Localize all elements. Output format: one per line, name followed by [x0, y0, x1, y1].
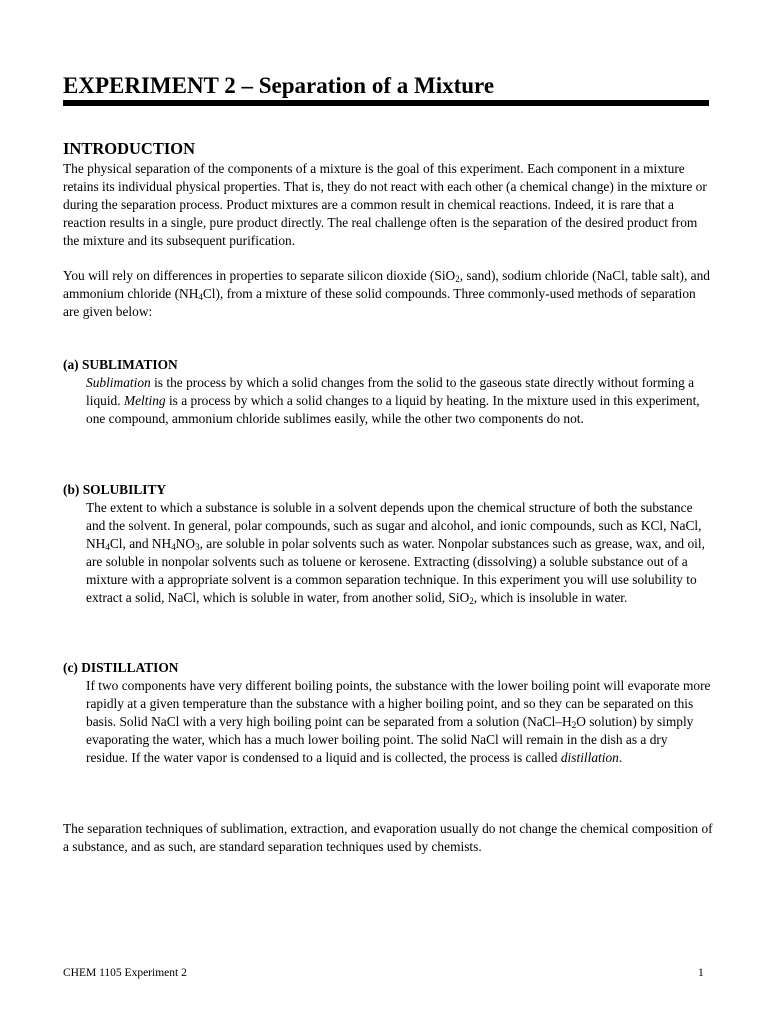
sublimation-heading: (a) SUBLIMATION [63, 357, 178, 372]
sublimation-paragraph: Sublimation is the process by which a solid changes from the solid to the gaseous state directly without forming a liquid. Melting is a process by which a solid changes to a liquid by heating. In the mixture used in this experiment, one compound, ammonium chloride sublimes easily, while the other two components do not. [86, 375, 700, 426]
solubility-paragraph: The extent to which a substance is soluble in a solvent depends upon the chemical structure of both the substance and the solvent. In general, polar compounds, such as sugar and alcohol, and ionic compounds, such as KCl, NaCl, $NH_4Cl$, and $NH_4NO_3$, are soluble in polar solvents such as water. Nonpolar substances such as grease, wax, and oil, are soluble in nonpolar solvents such as toluene or kerosene. Extracting (dissolving) a soluble substance out of a mixture with a appropriate solvent is a common separation technique. In this experiment you will use solubility to extract a solid, NaCl, which is soluble in water, from another solid, SiO$_2$, which is insoluble in water. [86, 500, 705, 606]
solubility-heading: (b) SOLUBILITY [63, 482, 167, 497]
introduction-paragraph-1: The physical separation of the components of a mixture is the goal of this experiment. Each component in a mixture retains its individual physical properties. That is, they do not react with each other (a chemical change) in the mixture or during the separation process. Product mixtures are a common result in chemical reactions. Indeed, it is rare that a reaction results in a single, pure product directly. The real challenge often is the separation of the desired product from the mixture and its subsequent purification. [63, 161, 707, 248]
page-title: EXPERIMENT 2 – Separation of a Mixture [63, 73, 495, 98]
introduction-paragraph-2: You will rely on differences in properties to separate silicon dioxide (SiO$_2$, sand), sodium chloride (NaCl, table salt), and ammonium chloride $(NH_4Cl)$, from a mixture of these solid compounds. Three commonly-used methods of separation are given below: [63, 268, 710, 319]
closing-paragraph: The separation techniques of sublimation, extraction, and evaporation usually do not change the chemical composition of a substance, and as such, are standard separation techniques used by chemists. [63, 821, 713, 854]
introduction-heading: INTRODUCTION [63, 139, 196, 158]
distillation-paragraph: If two components have very different boiling points, the substance with the lower boiling point will evaporate more rapidly at a given temperature than the substance with a higher boiling point, and so they can be separated on this basis. Solid NaCl with a very high boiling point can be separated from a solution ($NaCl-H_2O$ solution) by simply evaporating the water, which has a much lower boiling point. The solid NaCl will remain in the dish as a dry residue. If the water vapor is condensed to a liquid and is collected, the process is called distillation. [86, 678, 711, 765]
footer-page-number: 1 [698, 967, 704, 979]
footer-course: CHEM 1105 Experiment 2 [63, 967, 187, 979]
distillation-heading: (c) DISTILLATION [63, 660, 179, 675]
title-rule [63, 100, 709, 106]
